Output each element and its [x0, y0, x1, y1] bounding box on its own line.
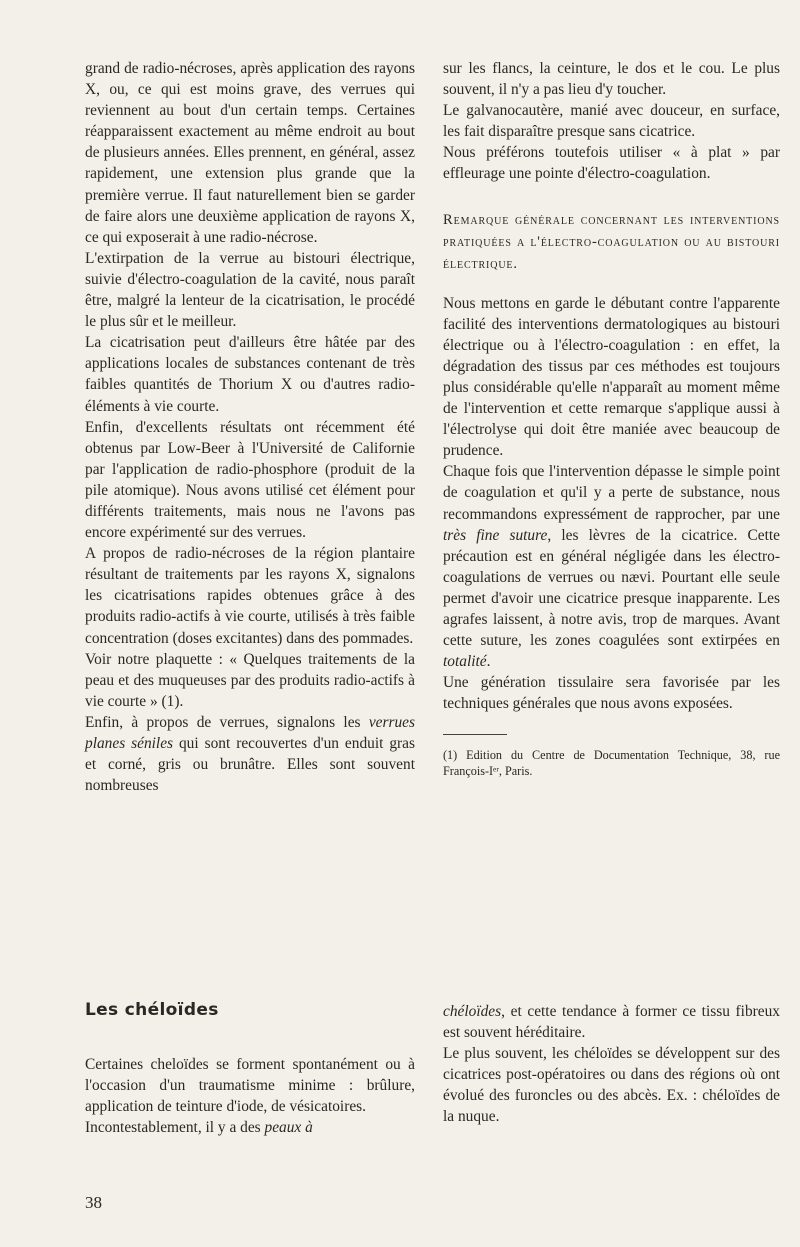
footnote-rule [443, 734, 507, 735]
text-span: Enfin, à propos de verrues, signalons les [85, 713, 369, 731]
page-number: 38 [85, 1193, 102, 1212]
text-span: . [486, 653, 491, 671]
paragraph [85, 712, 415, 796]
paragraph: sur les flancs, la ceinture, le dos et le cou. Le plus souvent, il n'y a pas lieu d'y toucher. [443, 60, 780, 99]
paragraph: Voir notre plaquette : « Quelques traitements de la peau et des muqueuses par des produits radio-actifs à vie courte » (1). [85, 650, 415, 710]
left-column-top [85, 58, 415, 796]
paragraph: Nous préférons toutefois utiliser « à plat » par effleurage une pointe d'électro-coagulation. [443, 144, 780, 183]
text-span: , les lèvres de la cicatrice. Cette précaution est en général négligée dans les électro-coagulations de verrues ou nævi. Pourtant elle seule permet d'avoir une cicatrice presque inapparente. Les agrafes laissent, à notre avis, trop de marques. Avant cette suture, les zones coagulées sont extirpées en [443, 526, 780, 650]
subsection-heading: Remarque générale concernant les interventions pratiquées a l'électro-coagulation ou au bistouri électrique. [443, 211, 780, 272]
right-column-top [443, 58, 780, 779]
italic-term: peaux à [264, 1119, 313, 1137]
paragraph [443, 461, 780, 672]
text-span: , et cette tendance à former ce tissu fibreux est souvent héréditaire. [443, 1003, 780, 1042]
italic-term: chéloïdes [443, 1003, 502, 1020]
paragraph: Enfin, d'excellents résultats ont récemment été obtenus par Low-Beer à l'Université de Californie par l'application de radio-phosphore (produit de la pile atomique). Nous avons utilisé cet élément pour différents traitements, mais nous ne l'avons pas encore expérimenté sur des verrues. [85, 418, 415, 542]
paragraph [85, 1117, 415, 1138]
text-span: Incontestablement, il y a des [85, 1119, 265, 1137]
italic-term: totalité [443, 653, 487, 671]
italic-term: verrues planes séniles [85, 713, 415, 752]
paragraph: Nous mettons en garde le débutant contre l'apparente facilité des interventions dermatologiques au bistouri électrique ou à l'électro-coagulation : en effet, la dégradation des tissus par ces méthodes est toujours plus considérable qu'elle n'apparaît au moment même de l'intervention et cette remarque s'applique aussi à l'électrolyse qui doit être maniée avec beaucoup de prudence. [443, 294, 780, 460]
section-title: Les chéloïdes [85, 1000, 219, 1020]
left-column-bottom [85, 1054, 415, 1138]
paragraph [443, 1001, 780, 1043]
paragraph: grand de radio-nécroses, après application des rayons X, ou, ce qui est moins grave, des verrues qui reviennent au bout d'un certain temps. Certaines réapparaissent exactement au même endroit au bout de plusieurs années. Elles prennent, en général, assez rapidement, une extension plus grande que la première verrue. Il faut naturellement bien se garder de faire alors une deuxième application de rayons X, ce qui exposerait à une radio-nécrose. [85, 60, 415, 246]
paragraph: L'extirpation de la verrue au bistouri électrique, suivie d'électro-coagulation de la cavité, nous paraît être, malgré la lenteur de la cicatrisation, le procédé le plus sûr et le meilleur. [85, 249, 415, 331]
text-span: Chaque fois que l'intervention dépasse le simple point de coagulation et qu'il y a perte de substance, nous recommandons expressément de rapprocher, par une [443, 463, 780, 523]
text-span: qui sont recouvertes d'un enduit gras et corné, gris ou brunâtre. Elles sont souvent nombreuses [85, 735, 415, 795]
paragraph: Le galvanocautère, manié avec douceur, en surface, les fait disparaître presque sans cicatrice. [443, 102, 780, 141]
footnote: (1) Edition du Centre de Documentation Technique, 38, rue François-Iᵉʳ, Paris. [443, 748, 780, 779]
paragraph: A propos de radio-nécroses de la région plantaire résultant de traitements par les rayons X, signalons les cicatrisations rapides obtenues grâce à des produits radio-actifs à vie courte, utilisés à très faible concentration (doses excitantes) dans des pommades. [85, 545, 415, 647]
paragraph: Une génération tissulaire sera favorisée par les techniques générales que nous avons exposées. [443, 674, 780, 713]
italic-term: très fine suture [443, 526, 548, 544]
paragraph: Le plus souvent, les chéloïdes se développent sur des cicatrices post-opératoires ou dans des régions où ont évolué des furoncles ou des abcès. Ex. : chéloïdes de la nuque. [443, 1045, 780, 1126]
paragraph: La cicatrisation peut d'ailleurs être hâtée par des applications locales de substances contenant de très faibles quantités de Thorium X ou d'autres radio-éléments à vie courte. [85, 334, 415, 415]
paragraph: Certaines cheloïdes se forment spontanément ou à l'occasion d'un traumatisme minime : brûlure, application de teinture d'iode, de vésicatoires. [85, 1056, 415, 1116]
right-column-bottom [443, 1001, 780, 1128]
